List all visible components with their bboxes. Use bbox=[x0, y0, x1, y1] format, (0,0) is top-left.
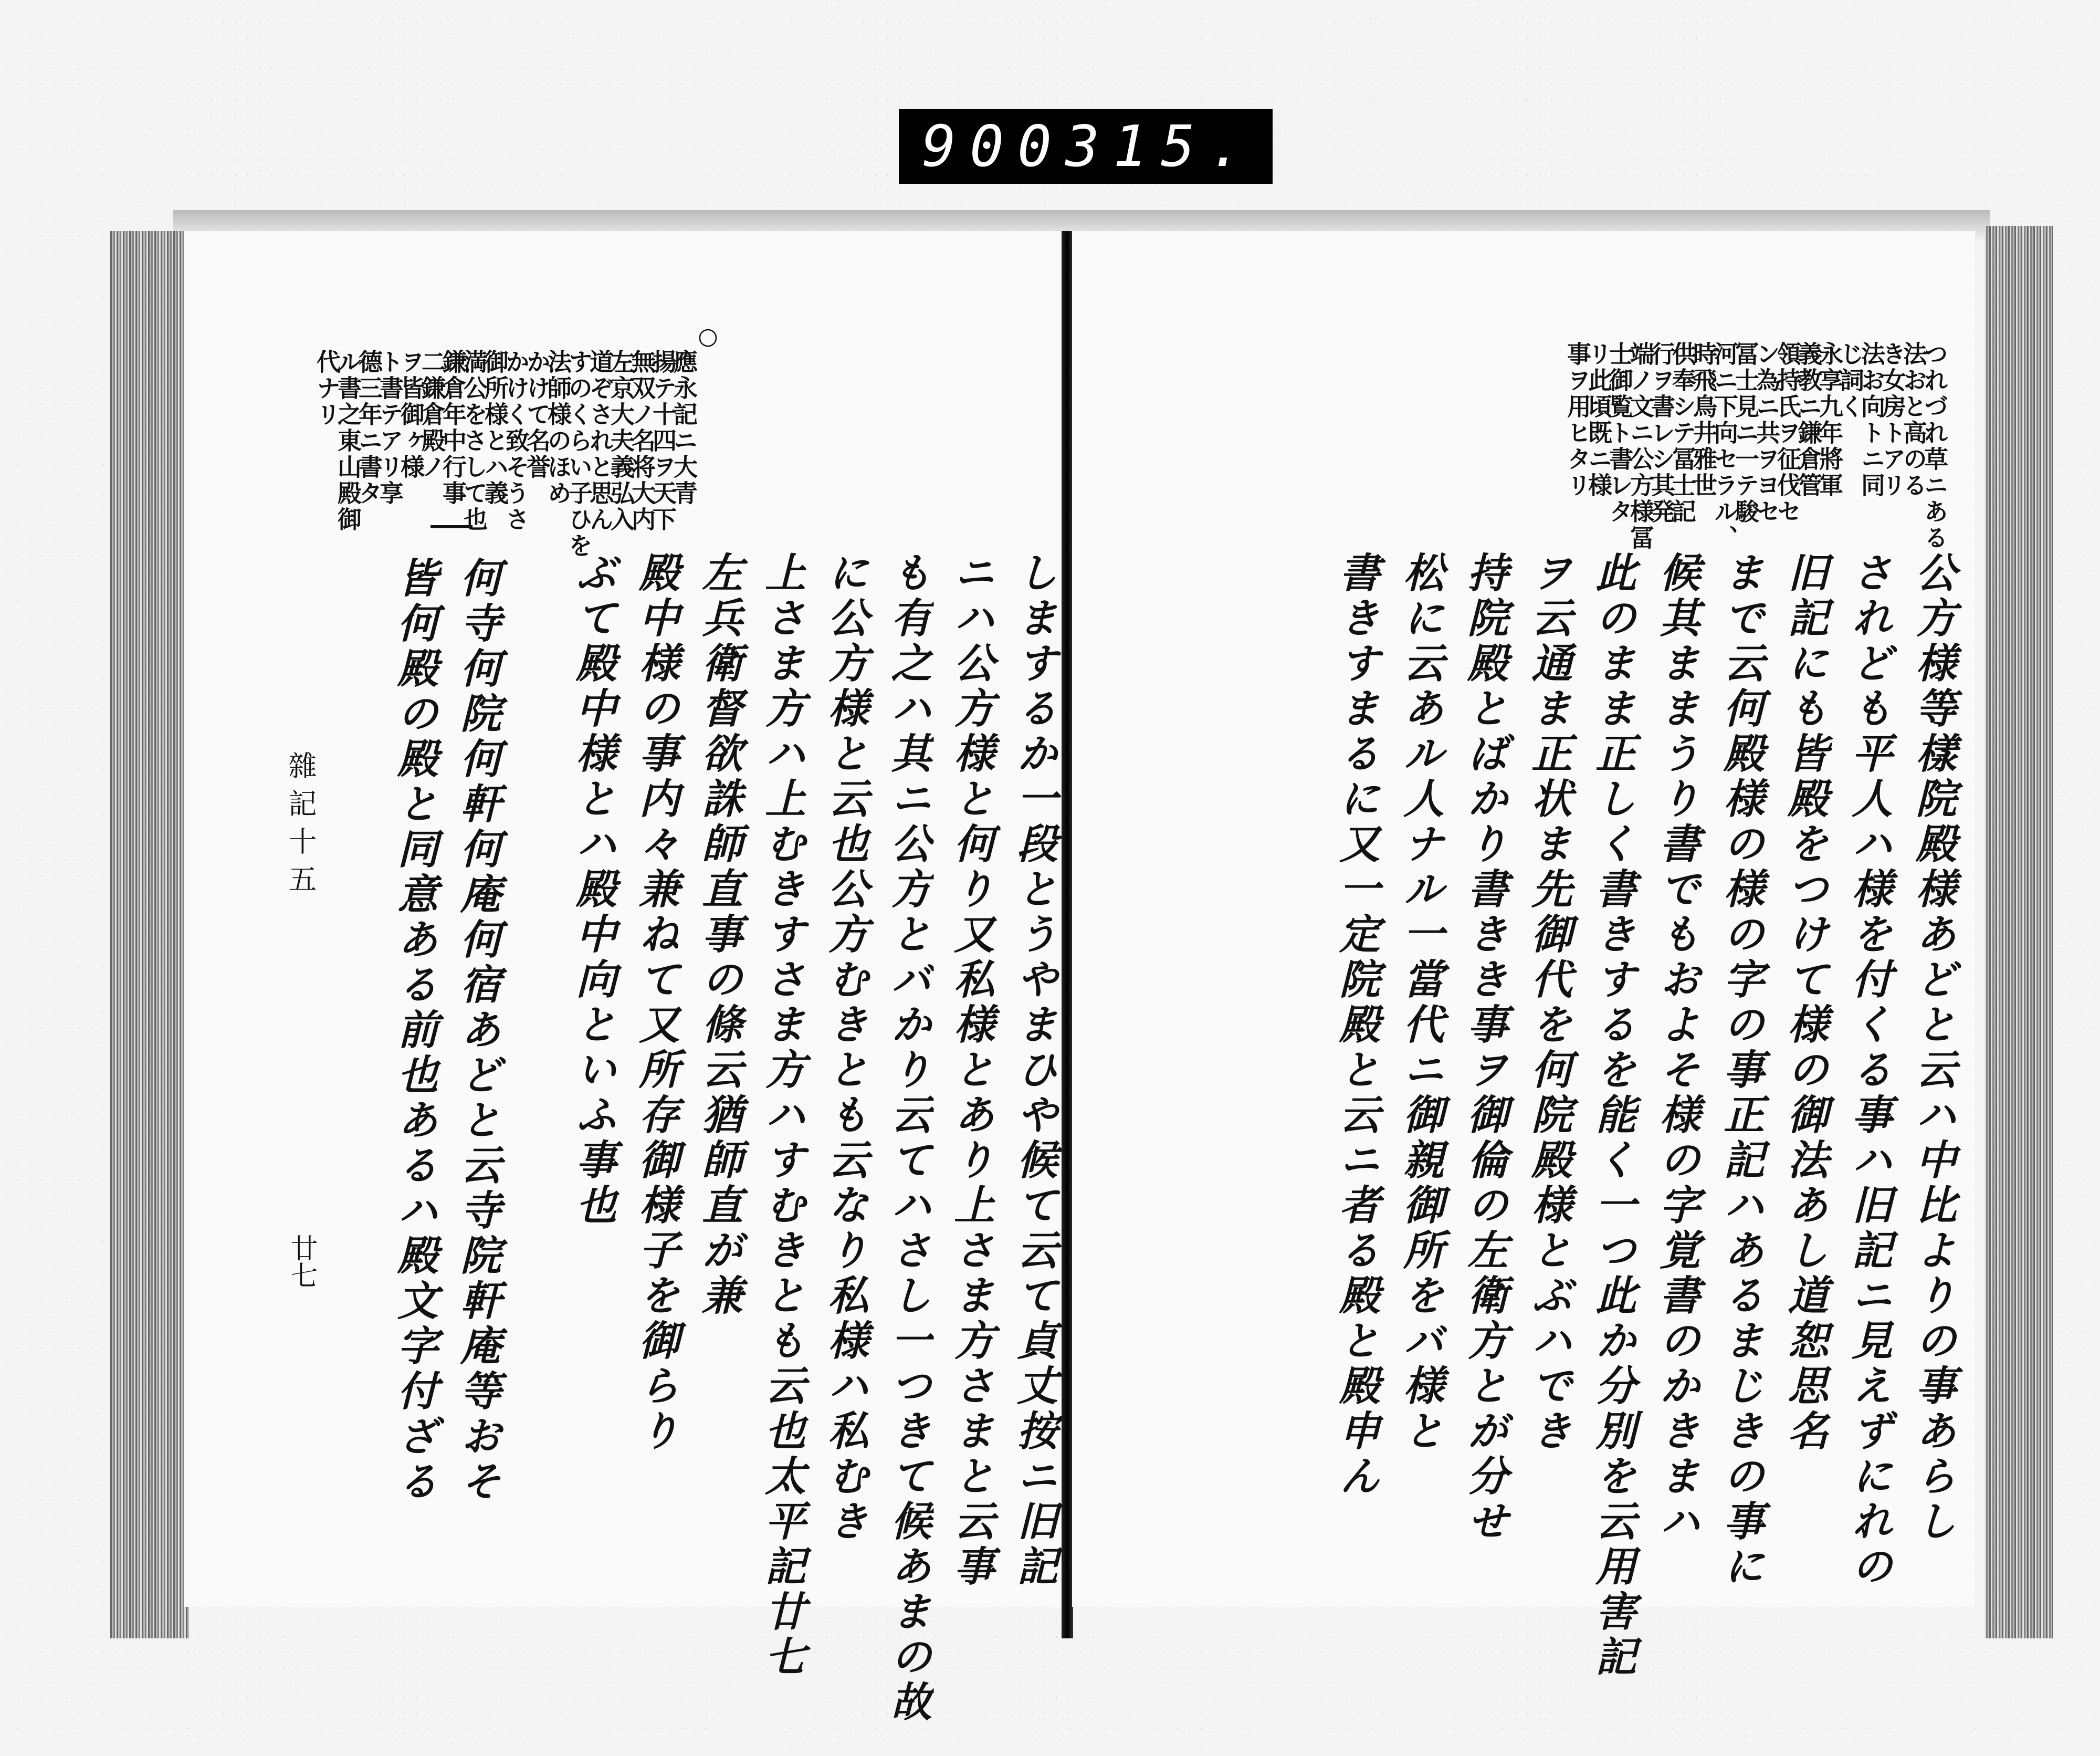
headnote-column: 鎌倉年中行事 bbox=[439, 349, 467, 507]
headnote-column: 法師様のほめ bbox=[544, 349, 572, 507]
headnote-column: かけく致そうさ bbox=[502, 349, 530, 533]
section-marker: ○ bbox=[695, 323, 721, 350]
headnote-column: ト書テアリ享 bbox=[376, 349, 404, 507]
text-column: 旧記にも皆殿をつけて様の御法あし道恕思名 bbox=[1781, 551, 1829, 1455]
text-column: 上さま方ハ上むきすさま方ハすむきとも云也太平記廿七 bbox=[758, 551, 806, 1680]
text-column: 皆何殿の殿と同意ある前也あるハ殿文字付ざる bbox=[391, 557, 438, 1505]
text-column: ニハ公方様と何り又私様とあり上さま方さまと云事 bbox=[947, 551, 995, 1590]
headnote-column: ン為ニ共ヲヨセ bbox=[1752, 341, 1781, 525]
text-column: も有之ハ其ニ公方とバかり云てハさし一つきて候あまの故 bbox=[884, 551, 932, 1726]
headnote-column: ヲ皆御ヶ様 bbox=[397, 349, 425, 480]
headnote-column: 法お向トニ同 bbox=[1857, 341, 1886, 499]
text-column: 此のまま正しく書きするを能く一つ此か分別を云用害記 bbox=[1589, 551, 1636, 1680]
text-column: 持院殿とばかり書きき事ヲ御倫の左衛方とが分せ bbox=[1461, 551, 1508, 1545]
headnote-column: 二鎌倉殿ノ bbox=[418, 349, 446, 480]
headnote-column: リ此頃既ニ様 bbox=[1584, 341, 1613, 499]
text-column: 候其ままうり書でもおよそ様の字覚書のかきまハ bbox=[1653, 551, 1700, 1545]
headnote-column: 左京大夫義弘入 bbox=[607, 349, 635, 533]
call-number-right: 315. bbox=[1065, 113, 1257, 180]
headnote-column: 代ナリ bbox=[313, 349, 341, 428]
headnote-column: 河ニ下向セラル、 bbox=[1710, 341, 1739, 551]
headnote-column: かけて名誉 bbox=[523, 349, 551, 480]
text-column: まで云何殿様の様の字の事正記ハあるまじきの事に bbox=[1717, 551, 1765, 1590]
headnote-column: 德三年ニ書タ bbox=[355, 349, 383, 507]
text-column: されども平人ハ様を付くる事ハ旧記ニ見えずにれの bbox=[1845, 551, 1893, 1590]
headnote-column: 無双ノ名将大内 bbox=[628, 349, 656, 533]
text-column: 殿中様の事内々兼ねて又所存御様子を御らり bbox=[632, 551, 680, 1455]
headnote-column: 事ヲ用ヒタリ bbox=[1563, 341, 1592, 499]
headnote-column: 供奉シテ冨士記 bbox=[1668, 341, 1697, 525]
text-column: 松に云あル人ナル一當代ニ御親御所をバ様と bbox=[1396, 551, 1444, 1455]
page-number: 廿七 bbox=[286, 1234, 317, 1289]
text-column: 公方様等樣院殿様あどと云ハ中比よりの事あらし bbox=[1909, 551, 1957, 1545]
open-book bbox=[110, 210, 2053, 1726]
headnote-column: 時飛鳥井雅世 bbox=[1689, 341, 1718, 499]
call-number-left: 900 bbox=[922, 113, 1066, 180]
headnote-column: 法おと高のる bbox=[1899, 341, 1928, 499]
headnote-column: 應永記ニ大青 bbox=[670, 349, 698, 507]
text-column: 何寺何院何軒何庵何宿あどと云寺院軒庵等おそ bbox=[454, 557, 501, 1505]
headnote-column: 満公をさして也 bbox=[460, 349, 488, 533]
text-column: ぶて殿中様とハ殿中向といふ事也 bbox=[569, 551, 617, 1229]
running-title: 雜記十五 bbox=[284, 751, 317, 902]
headnote-column: 義教ニ鎌倉管 bbox=[1794, 341, 1823, 499]
text-column: しまするか一段とうやまひや候て云て貞丈按ニ旧記 bbox=[1010, 551, 1058, 1590]
call-number-label bbox=[899, 109, 1273, 184]
headnote-column: 端ノ文ニ公方様冨 bbox=[1626, 341, 1655, 551]
headnote-column: き女房トアリ bbox=[1878, 341, 1907, 499]
left-page bbox=[184, 231, 1066, 1726]
headnote-column: すのくらい子ひを bbox=[565, 349, 593, 559]
headnote-column: 道ぞされと思ん bbox=[586, 349, 614, 533]
text-column: に公方様と云也公方むきとも云なり私様ハ私むき bbox=[821, 551, 869, 1545]
headnote-column: 領持氏ヲ征伐セ bbox=[1773, 341, 1802, 525]
headnote-column: 行ヲ書レシ其発 bbox=[1647, 341, 1676, 525]
right-page bbox=[1072, 231, 1975, 1680]
headnote-column: 士御覧ト書レタ bbox=[1605, 341, 1634, 525]
text-column: 左兵衛督欲誅師直事の條云猶師直が兼 bbox=[695, 551, 743, 1319]
left-page-edges bbox=[110, 231, 189, 1638]
headnote-column: 御所様とハ義 bbox=[481, 349, 509, 507]
headnote-column: つれづれ草ニある bbox=[1920, 341, 1949, 551]
headnote-column: ル書之東山殿御 bbox=[334, 349, 362, 533]
headnote-column: 永享九年將軍 bbox=[1815, 341, 1844, 499]
text-column: 書きすまるに又一定院殿と云ニ者る殿と殿申ん bbox=[1332, 551, 1380, 1500]
right-page-edges bbox=[1984, 226, 2053, 1638]
headnote-column: じ詞く bbox=[1836, 341, 1865, 420]
headnote-column: 揚テ十四ヲ天下 bbox=[649, 349, 677, 533]
text-column: ヲ云通ま正状ま先御代を何院殿様とぶハでき bbox=[1525, 551, 1572, 1455]
book-spine bbox=[1062, 231, 1073, 1638]
headnote-column: 冨士見ニ一テ駿 bbox=[1731, 341, 1760, 525]
